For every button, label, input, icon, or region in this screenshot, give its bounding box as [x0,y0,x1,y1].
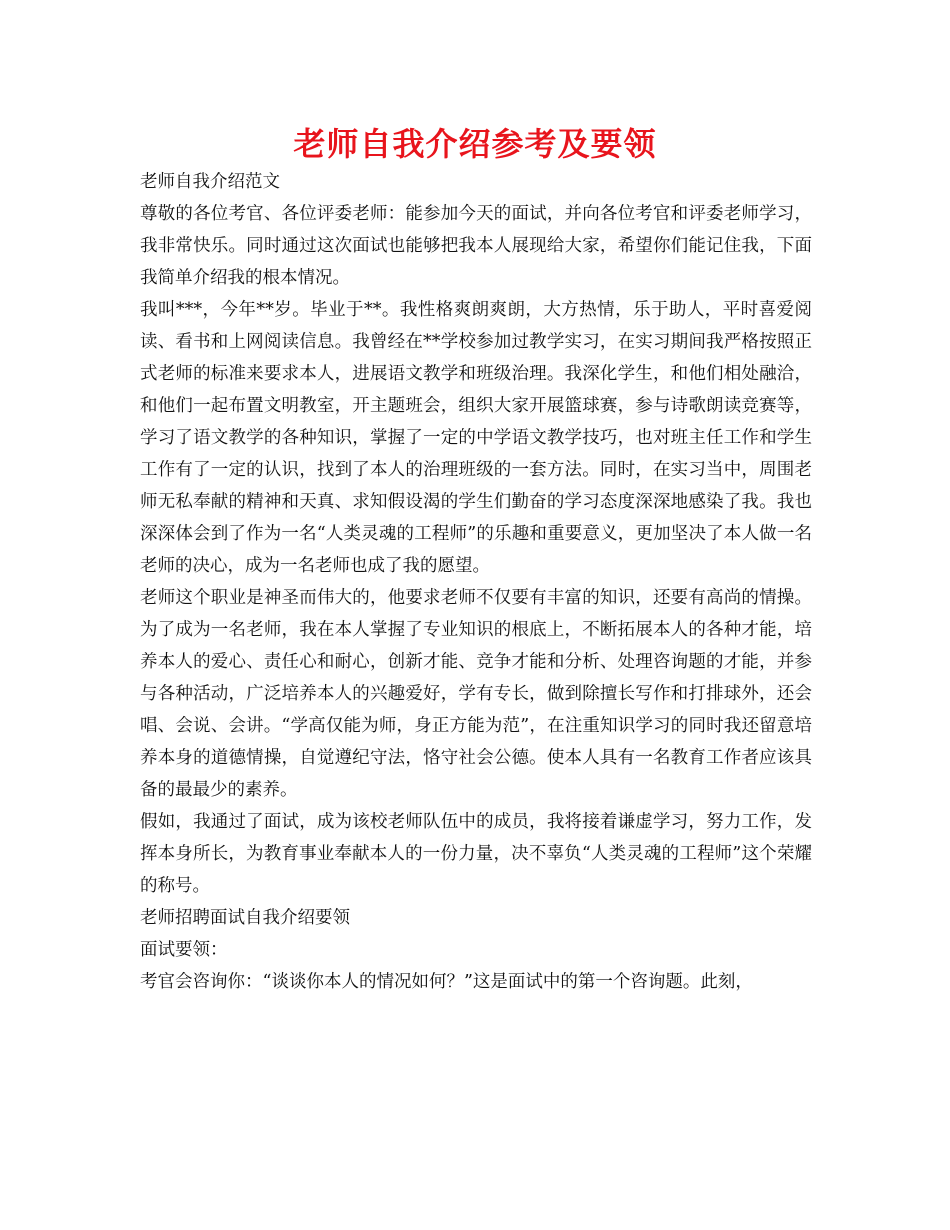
paragraph-commitment: 假如，我通过了面试，成为该校老师队伍中的成员，我将接着谦虚学习，努力工作，发挥本身所长，为教育事业奉献本人的一份力量，决不辜负“人类灵魂的工程师”这个荣耀的称号。 [140,812,812,896]
paragraph-self-intro: 我叫***，今年**岁。毕业于**。我性格爽朗爽朗，大方热情，乐于助人，平时喜爱阅读、看书和上网阅读信息。我曾经在**学校参加过教学实习，在实习期间我严格按照正式老师的标准来要求本人，进展语文教学和班级治理。我深化学生，和他们相处融洽，和他们一起布置文明教室，开主题班会，组织大家开展篮球赛，参与诗歌朗读竞赛等，学习了语文教学的各种知识，掌握了一定的中学语文教学技巧，也对班主任工作和学生工作有了一定的认识，找到了本人的治理班级的一套方法。同时，在实习当中，周围老师无私奉献的精神和天真、求知假设渴的学生们勤奋的学习态度深深地感染了我。我也深深体会到了作为一名“人类灵魂的工程师”的乐趣和重要意义，更加坚决了本人做一名老师的决心，成为一名老师也成了我的愿望。 [140,300,812,576]
paragraph-tips-intro: 考官会咨询你：“谈谈你本人的情况如何？”这是面试中的第一个咨询题。此刻， [140,972,753,992]
paragraph-teacher-profession: 老师这个职业是神圣而伟大的，他要求老师不仅要有丰富的知识，还要有高尚的情操。为了成为一名老师，我在本人掌握了专业知识的根底上，不断拓展本人的各种才能，培养本人的爱心、责任心和耐心，创新才能、竞争才能和分析、处理咨询题的才能，并参与各种活动，广泛培养本人的兴趣爱好，学有专长，做到除擅长写作和打排球外，还会唱、会说、会讲。“学高仅能为师，身正方能为范”，在注重知识学习的同时我还留意培养本身的道德情操，自觉遵纪守法，恪守社会公德。使本人具有一名教育工作者应该具备的最最少的素养。 [140,588,812,800]
document-body [140,166,812,998]
paragraph-tips-label: 面试要领： [140,940,228,960]
paragraph-greeting: 尊敬的各位考官、各位评委老师：能参加今天的面试，并向各位考官和评委老师学习，我非常快乐。同时通过这次面试也能够把我本人展现给大家，希望你们能记住我，下面我简单介绍我的根本情况。 [140,204,812,288]
document-title: 老师自我介绍参考及要领 [293,125,657,163]
paragraph-heading-tips: 老师招聘面试自我介绍要领 [140,908,350,928]
paragraph-heading-sample: 老师自我介绍范文 [140,172,280,192]
